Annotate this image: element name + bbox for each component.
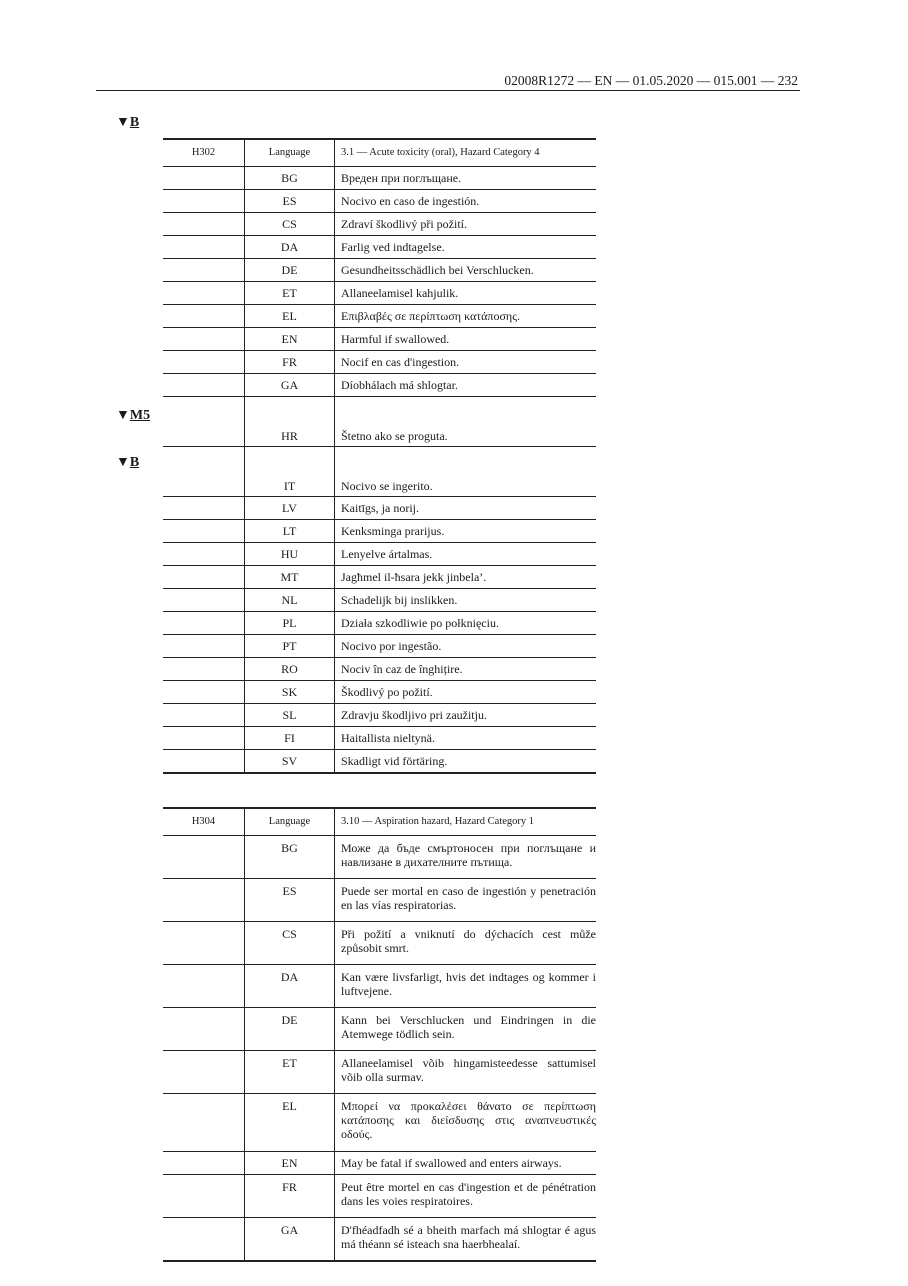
statement-text: Škodlivý po požití. [335, 681, 597, 704]
language-column-header: Language [245, 139, 335, 167]
table-row [163, 965, 596, 1008]
statement-text: Μπορεί να προκαλέσει θάνατο σε περίπτωση κατάποσης και διείσδυσης στις αναπνευστικές οδούς. [335, 1094, 597, 1152]
statement-text: Díobhálach má shlogtar. [335, 374, 597, 397]
language-code: PL [245, 612, 335, 635]
language-code: DE [245, 259, 335, 282]
statement-text: Gesundheitsschädlich bei Verschlucken. [335, 259, 597, 282]
statement-text: Nocivo en caso de ingestión. [335, 190, 597, 213]
language-code: ES [245, 190, 335, 213]
table-row [163, 397, 596, 447]
language-code: MT [245, 566, 335, 589]
table-row [163, 351, 596, 374]
statement-text: Nocif en cas d'ingestion. [335, 351, 597, 374]
table-row [163, 879, 596, 922]
language-code: IT [245, 447, 335, 497]
table-row [163, 447, 596, 497]
language-code: DA [245, 965, 335, 1008]
amendment-marker-m5: ▼M5 [116, 408, 151, 423]
table-row [163, 1218, 596, 1262]
marker-label[interactable]: B [129, 455, 140, 470]
language-code: ET [245, 282, 335, 305]
statement-text: Allaneelamisel võib hingamisteedesse sattumisel võib olla surmav. [335, 1051, 597, 1094]
language-code: EN [245, 328, 335, 351]
statement-text: Nociv în caz de înghițire. [335, 658, 597, 681]
statement-text: Nocivo por ingestão. [335, 635, 597, 658]
language-code: HU [245, 543, 335, 566]
statement-text: Kan være livsfarligt, hvis det indtages og kommer i luftvejene. [335, 965, 597, 1008]
table-row [163, 681, 596, 704]
amendment-marker-b: ▼B [116, 455, 140, 470]
language-code: LT [245, 520, 335, 543]
language-code: LV [245, 497, 335, 520]
h304-table [163, 807, 596, 1262]
table-row [163, 282, 596, 305]
language-code: EL [245, 1094, 335, 1152]
table-header-row [163, 139, 596, 167]
amendment-marker-b: ▼B [116, 115, 140, 130]
table-row [163, 305, 596, 328]
table-row [163, 328, 596, 351]
table-row [163, 167, 596, 190]
table-row [163, 213, 596, 236]
table-row [163, 836, 596, 879]
table-row [163, 520, 596, 543]
statement-text: Harmful if swallowed. [335, 328, 597, 351]
page-header [96, 70, 800, 91]
table-row [163, 1008, 596, 1051]
language-code: EL [245, 305, 335, 328]
statement-text: Při požití a vniknutí do dýchacích cest může způsobit smrt. [335, 922, 597, 965]
language-code: CS [245, 213, 335, 236]
hazard-code: H302 [163, 139, 245, 167]
table-row [163, 750, 596, 774]
language-code: GA [245, 374, 335, 397]
language-code: CS [245, 922, 335, 965]
statement-text: Επιβλαβές σε περίπτωση κατάποσης. [335, 305, 597, 328]
table-row [163, 190, 596, 213]
table-row [163, 236, 596, 259]
h302-table [163, 138, 596, 774]
table-row [163, 1152, 596, 1175]
statement-text: Kenksminga prarijus. [335, 520, 597, 543]
statement-text: Kann bei Verschlucken und Eindringen in die Atemwege tödlich sein. [335, 1008, 597, 1051]
statement-text: Štetno ako se proguta. [335, 397, 597, 447]
table-row [163, 374, 596, 397]
statement-text: Nocivo se ingerito. [335, 447, 597, 497]
language-code: PT [245, 635, 335, 658]
language-code: ES [245, 879, 335, 922]
statement-text: Puede ser mortal en caso de ingestión y penetración en las vías respiratorias. [335, 879, 597, 922]
table-row [163, 589, 596, 612]
language-code: ET [245, 1051, 335, 1094]
language-code: NL [245, 589, 335, 612]
table-row [163, 635, 596, 658]
table-row [163, 1175, 596, 1218]
statement-text: Allaneelamisel kahjulik. [335, 282, 597, 305]
language-code: HR [245, 397, 335, 447]
table-row [163, 497, 596, 520]
language-code: SL [245, 704, 335, 727]
statement-text: Peut être mortel en cas d'ingestion et de pénétration dans les voies respiratoires. [335, 1175, 597, 1218]
statement-text: D'fhéadfadh sé a bheith marfach má shlogtar é agus má théann sé isteach sna haerbhealaí. [335, 1218, 597, 1262]
statement-text: Lenyelve ártalmas. [335, 543, 597, 566]
statement-text: Skadligt vid förtäring. [335, 750, 597, 774]
statement-text: Zdraví škodlivý při požití. [335, 213, 597, 236]
table-row [163, 922, 596, 965]
language-code: GA [245, 1218, 335, 1262]
statement-text: Schadelijk bij inslikken. [335, 589, 597, 612]
statement-text: Farlig ved indtagelse. [335, 236, 597, 259]
language-code: DE [245, 1008, 335, 1051]
language-code: FR [245, 1175, 335, 1218]
statement-text: Kaitīgs, ja norij. [335, 497, 597, 520]
language-column-header: Language [245, 808, 335, 836]
table-row [163, 543, 596, 566]
marker-label[interactable]: B [129, 115, 140, 130]
table-row [163, 566, 596, 589]
statement-text: Haitallista nieltynä. [335, 727, 597, 750]
table-row [163, 259, 596, 282]
table-row [163, 612, 596, 635]
document-reference: 02008R1272 — EN — 01.05.2020 — 015.001 — 232 [504, 73, 798, 88]
statement-text: Може да бъде смъртоносен при поглъщане и навлизане в дихателните пътища. [335, 836, 597, 879]
marker-label[interactable]: M5 [129, 408, 151, 423]
language-code: SV [245, 750, 335, 774]
language-code: BG [245, 836, 335, 879]
statement-text: Jagħmel il-ħsara jekk jinbela’. [335, 566, 597, 589]
statement-text: Działa szkodliwie po połknięciu. [335, 612, 597, 635]
table-row [163, 1094, 596, 1152]
table-row [163, 1051, 596, 1094]
hazard-code: H304 [163, 808, 245, 836]
hazard-title: 3.10 — Aspiration hazard, Hazard Category 1 [335, 808, 597, 836]
statement-text: Zdravju škodljivo pri zaužitju. [335, 704, 597, 727]
language-code: FI [245, 727, 335, 750]
language-code: EN [245, 1152, 335, 1175]
table-row [163, 658, 596, 681]
language-code: RO [245, 658, 335, 681]
hazard-title: 3.1 — Acute toxicity (oral), Hazard Category 4 [335, 139, 597, 167]
statement-text: Вреден при поглъщане. [335, 167, 597, 190]
table-row [163, 727, 596, 750]
table-header-row [163, 808, 596, 836]
statement-text: May be fatal if swallowed and enters airways. [335, 1152, 597, 1175]
language-code: BG [245, 167, 335, 190]
table-row [163, 704, 596, 727]
language-code: SK [245, 681, 335, 704]
language-code: FR [245, 351, 335, 374]
language-code: DA [245, 236, 335, 259]
